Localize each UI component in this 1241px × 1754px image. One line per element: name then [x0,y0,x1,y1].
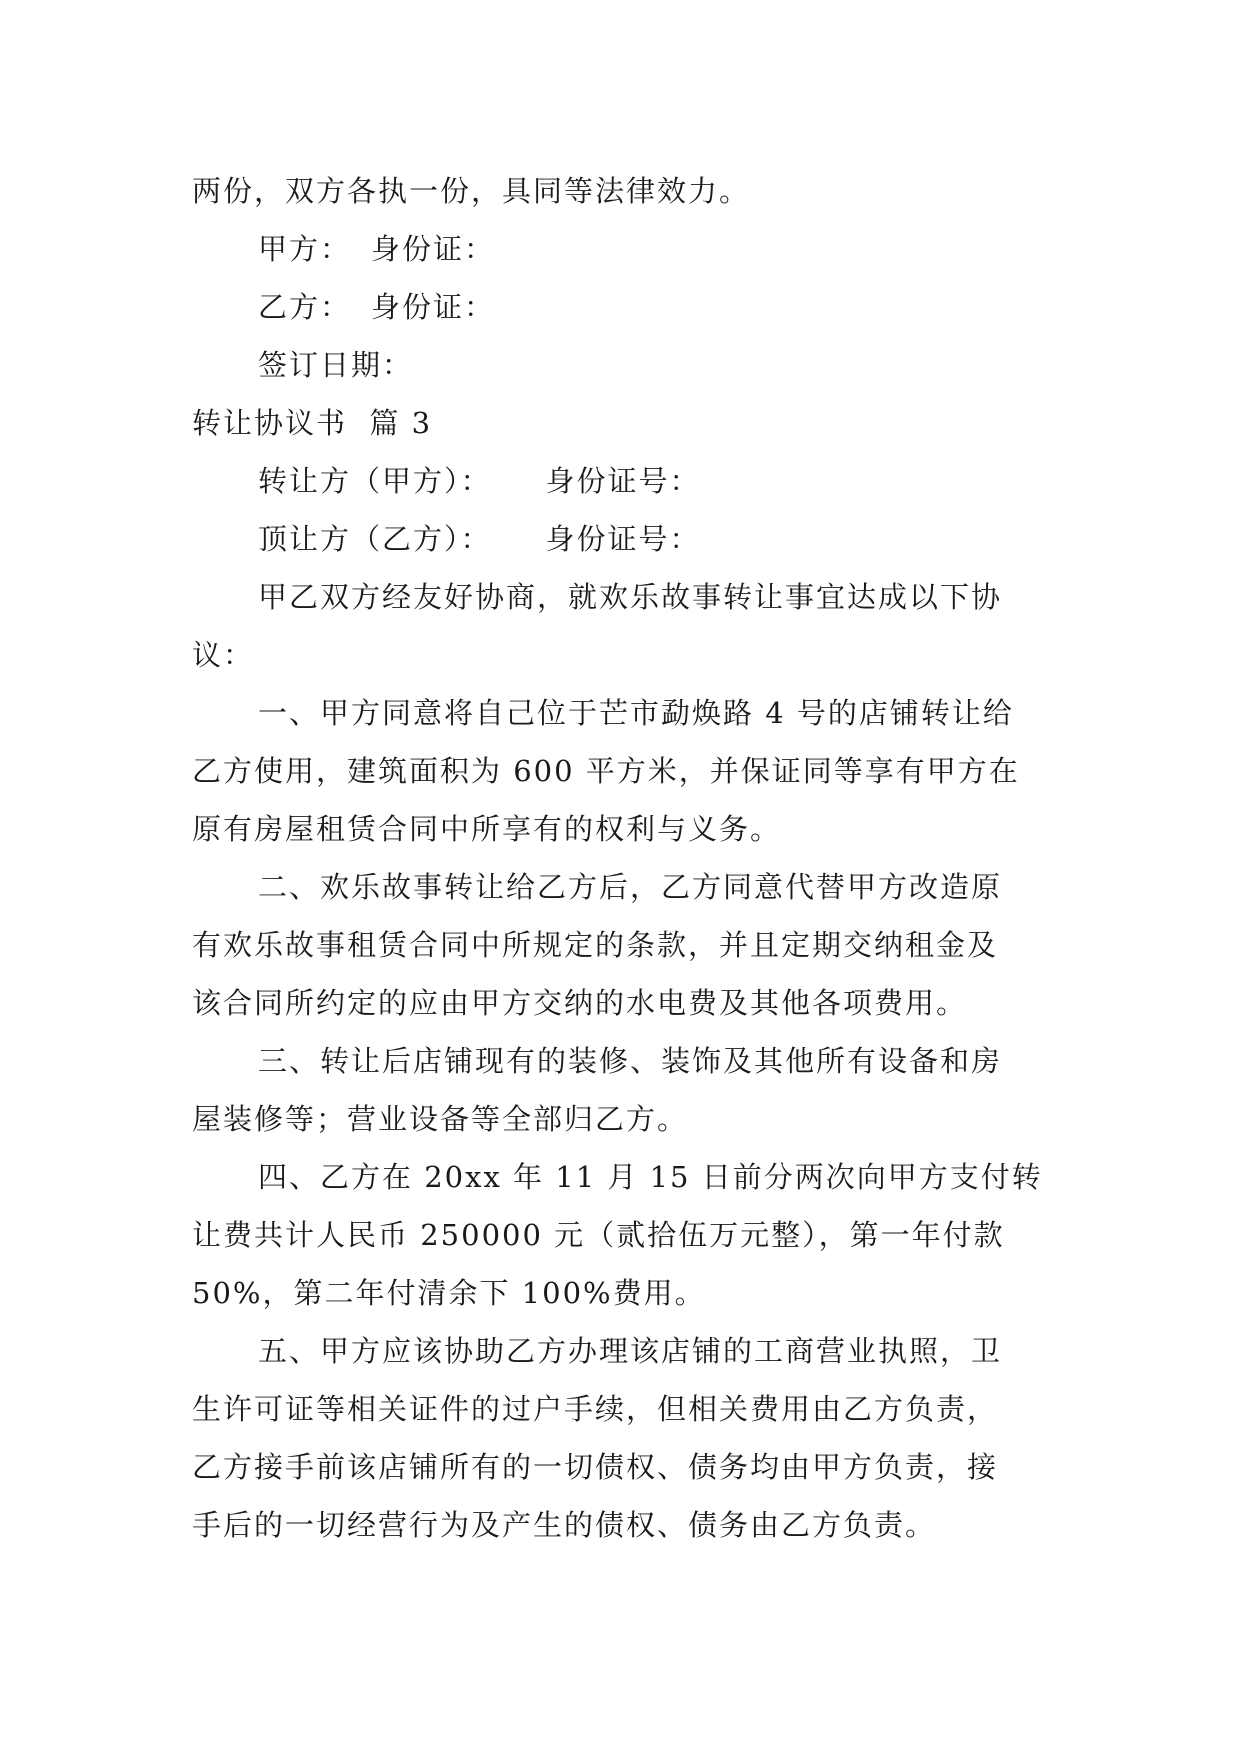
clause-3-paragraph [192,1032,1052,1148]
clause-1-paragraph [192,684,1052,858]
paragraph-line: 一、甲方同意将自己位于芒市勐焕路 4 号的店铺转让给 [258,696,1014,730]
party-a-id-label: 身份证： [371,232,496,266]
paragraph-line: 甲乙双方经友好协商，就欢乐故事转让事宜达成以下协 [258,580,1003,614]
party-a-label: 甲方： [258,232,352,266]
intro-paragraph [192,568,1052,684]
document-page [192,162,1052,1554]
paragraph-line: 乙方使用，建筑面积为 600 平方米，并保证同等享有甲方在 [192,754,1020,788]
party-b-id-label: 身份证： [371,290,496,324]
paragraph-line: 乙方接手前该店铺所有的一切债权、债务均由甲方负责，接 [192,1450,999,1484]
paragraph-line: 五、甲方应该协助乙方办理该店铺的工商营业执照，卫 [258,1334,1003,1368]
transferor-label: 转让方（甲方）： [258,464,492,498]
clause-5-paragraph [192,1322,1052,1554]
paragraph-line: 议： [192,638,255,672]
sign-date-line: 签订日期： [258,348,414,382]
paragraph-line: 四、乙方在 20xx 年 11 月 15 日前分两次向甲方支付转 [258,1160,1043,1194]
section-title: 转让协议书 篇 3 [192,406,433,440]
carry-over-line: 两份，双方各执一份，具同等法律效力。 [192,174,751,208]
party-a-signature-line [192,220,1052,278]
paragraph-line: 让费共计人民币 250000 元（贰拾伍万元整），第一年付款 [192,1218,1005,1252]
transferee-label: 顶让方（乙方）： [258,522,492,556]
party-b-label: 乙方： [258,290,352,324]
paragraph-line: 手后的一切经营行为及产生的债权、债务由乙方负责。 [192,1508,937,1542]
transferee-id-label: 身份证号： [545,522,701,556]
clause-2-paragraph [192,858,1052,1032]
paragraph-line: 三、转让后店铺现有的装修、装饰及其他所有设备和房 [258,1044,1003,1078]
transferor-id-label: 身份证号： [545,464,701,498]
paragraph-line: 该合同所约定的应由甲方交纳的水电费及其他各项费用。 [192,986,968,1020]
paragraph-line: 二、欢乐故事转让给乙方后，乙方同意代替甲方改造原 [258,870,1003,904]
paragraph-line: 原有房屋租赁合同中所享有的权利与义务。 [192,812,782,846]
paragraph-line: 有欢乐故事租赁合同中所规定的条款，并且定期交纳租金及 [192,928,999,962]
paragraph-line: 屋装修等；营业设备等全部归乙方。 [192,1102,689,1136]
paragraph-line: 生许可证等相关证件的过户手续，但相关费用由乙方负责， [192,1392,999,1426]
transferor-line [192,452,1052,510]
clause-4-paragraph [192,1148,1052,1322]
paragraph-line: 50%，第二年付清余下 100%费用。 [192,1276,706,1310]
transferee-line [192,510,1052,568]
party-b-signature-line [192,278,1052,336]
